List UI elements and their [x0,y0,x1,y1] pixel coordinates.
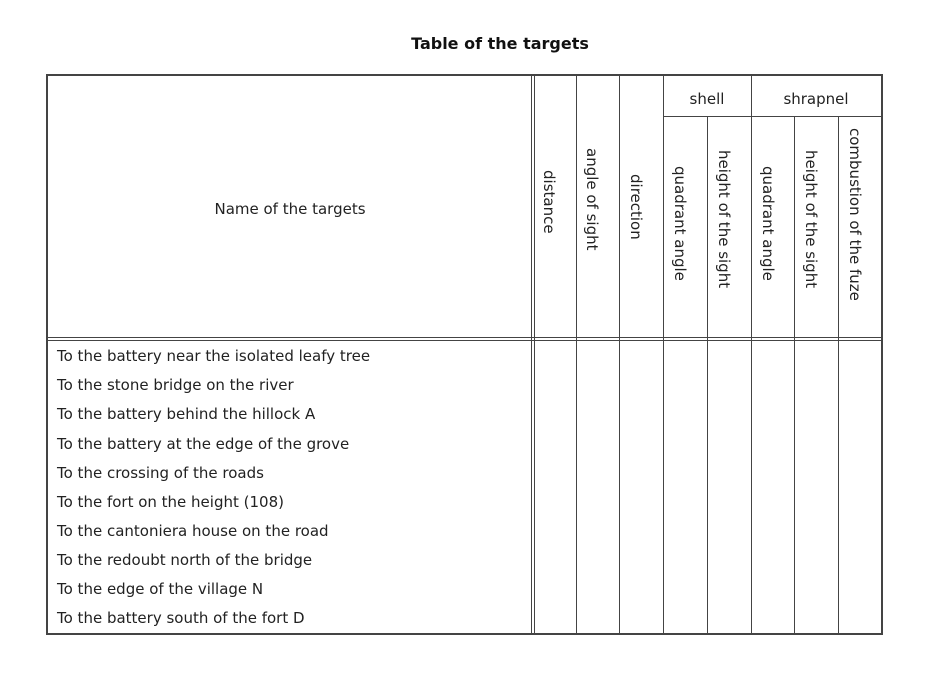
table-border-bottom [46,633,883,635]
shell-height-of-sight-column-header: height of the sight [715,150,733,289]
column-divider [751,74,752,635]
table-row: To the stone bridge on the river [57,376,294,394]
header-separator [46,337,883,338]
targets-table [46,74,883,635]
group-header-divider [663,116,881,117]
table-row: To the redoubt north of the bridge [57,551,313,569]
column-divider [707,116,708,635]
column-divider [531,74,532,635]
shell-group-header: shell [689,90,725,108]
table-row: To the battery at the edge of the grove [57,435,350,453]
table-row: To the edge of the village N [57,580,264,598]
direction-column-header: direction [627,174,645,240]
table-row: To the crossing of the roads [57,464,264,482]
table-row: To the battery behind the hillock A [57,405,316,423]
column-divider [619,74,620,635]
angle-of-sight-column-header: angle of sight [583,148,601,251]
header-separator-double [46,340,883,341]
table-border-left [46,74,48,635]
table-row: To the cantoniera house on the road [57,522,329,540]
shrapnel-quadrant-angle-column-header: quadrant angle [759,166,777,281]
column-divider [838,116,839,635]
column-divider [663,74,664,635]
table-row: To the battery near the isolated leafy tree [57,347,371,365]
table-row: To the fort on the height (108) [57,493,284,511]
column-divider [794,116,795,635]
column-divider-double [534,74,535,635]
table-border-top [46,74,883,76]
combustion-of-fuze-column-header: combustion of the fuze [846,128,864,301]
distance-column-header: distance [540,170,558,234]
shrapnel-group-header: shrapnel [783,90,849,108]
table-border-right [881,74,883,635]
shell-quadrant-angle-column-header: quadrant angle [671,166,689,281]
shrapnel-height-of-sight-column-header: height of the sight [802,150,820,289]
column-divider [576,74,577,635]
table-row: To the battery south of the fort D [57,609,305,627]
name-column-header: Name of the targets [214,200,366,218]
table-title: Table of the targets [411,34,589,53]
